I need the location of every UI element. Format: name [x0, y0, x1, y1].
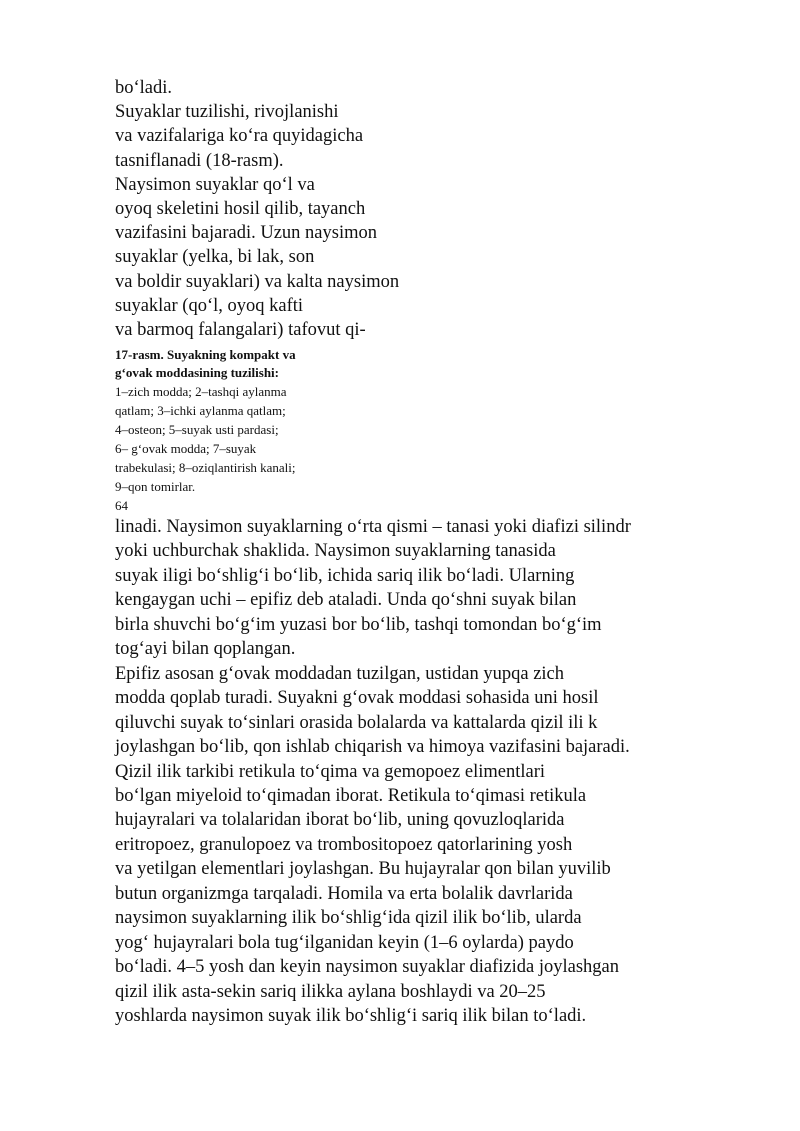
- text-line: tog‘ayi bilan qoplangan.: [115, 639, 296, 660]
- text-line: eritropoez, granulopoez va trombositopoez qatorlarining yosh: [115, 834, 573, 855]
- text-line: va yetilgan elementlari joylashgan. Bu hujayralar qon bilan yuvilib: [115, 859, 611, 880]
- caption-title-line: g‘ovak moddasining tuzilishi:: [115, 365, 279, 380]
- text-line: vazifasini bajaradi. Uzun naysimon: [115, 223, 377, 244]
- top-text-column: [115, 76, 535, 342]
- text-line: naysimon suyaklarning ilik bo‘shlig‘ida qizil ilik bo‘lib, ularda: [115, 908, 582, 929]
- text-line: joylashgan bo‘lib, qon ishlab chiqarish va himoya vazifasini bajaradi.: [115, 737, 630, 758]
- text-line: birla shuvchi bo‘g‘im yuzasi bor bo‘lib, tashqi tomondan bo‘g‘im: [115, 614, 602, 635]
- text-line: yoshlarda naysimon suyak ilik bo‘shlig‘i sariq ilik bilan to‘ladi.: [115, 1006, 587, 1027]
- text-line: suyaklar (qo‘l, oyoq kafti: [115, 295, 304, 316]
- text-line: modda qoplab turadi. Suyakni g‘ovak moddasi sohasida uni hosil: [115, 688, 599, 709]
- caption-line: 4–osteon; 5–suyak usti pardasi;: [115, 422, 279, 437]
- text-line: suyaklar (yelka, bi lak, son: [115, 247, 315, 268]
- figure-caption: [115, 346, 415, 496]
- text-line: qizil ilik asta-sekin sariq ilikka aylana boshlaydi va 20–25: [115, 981, 546, 1002]
- text-line: Epifiz asosan g‘ovak moddadan tuzilgan, ustidan yupqa zich: [115, 663, 565, 684]
- text-line: oyoq skeletini hosil qilib, tayanch: [115, 199, 366, 220]
- caption-line: 1–zich modda; 2–tashqi aylanma: [115, 384, 287, 399]
- text-line: va barmoq falangalari) tafovut qi-: [115, 320, 366, 341]
- text-line: Qizil ilik tarkibi retikula to‘qima va gemopoez elimentlari: [115, 761, 545, 782]
- text-line: qiluvchi suyak to‘sinlari orasida bolalarda va kattalarda qizil ili k: [115, 712, 598, 733]
- text-line: va boldir suyaklari) va kalta naysimon: [115, 271, 400, 292]
- text-line: Naysimon suyaklar qo‘l va: [115, 174, 315, 195]
- text-line: yog‘ hujayralari bola tug‘ilganidan keyin (1–6 oylarda) paydo: [115, 932, 574, 953]
- text-line: bo‘lgan miyeloid to‘qimadan iborat. Retikula to‘qimasi retikula: [115, 785, 587, 806]
- caption-line: trabekulasi; 8–oziqlantirish kanali;: [115, 460, 296, 475]
- text-line: butun organizmga tarqaladi. Homila va erta bolalik davrlarida: [115, 883, 573, 904]
- caption-line: 6– g‘ovak modda; 7–suyak: [115, 441, 257, 456]
- page-number: 64: [115, 498, 128, 513]
- caption-title-line: 17-rasm. Suyakning kompakt va: [115, 347, 296, 362]
- bottom-text-column: [115, 515, 735, 1029]
- caption-line: 9–qon tomirlar.: [115, 479, 196, 494]
- text-line: linadi. Naysimon suyaklarning o‘rta qismi – tanasi yoki diafizi silindr: [115, 517, 631, 537]
- text-line: tasniflanadi (18-rasm).: [115, 150, 284, 171]
- text-line: hujayralari va tolalaridan iborat bo‘lib, uning qovuzloqlarida: [115, 810, 565, 831]
- text-line: va vazifalariga ko‘ra quyidagicha: [115, 126, 364, 147]
- caption-line: qatlam; 3–ichki aylanma qatlam;: [115, 403, 286, 418]
- text-line: bo‘ladi. 4–5 yosh dan keyin naysimon suyaklar diafizida joylashgan: [115, 957, 620, 978]
- text-line: Suyaklar tuzilishi, rivojlanishi: [115, 102, 339, 123]
- text-line: bo‘ladi.: [115, 78, 173, 98]
- text-line: yoki uchburchak shaklida. Naysimon suyaklarning tanasida: [115, 541, 556, 562]
- text-line: suyak iligi bo‘shlig‘i bo‘lib, ichida sariq ilik bo‘ladi. Ularning: [115, 565, 575, 586]
- text-line: kengaygan uchi – epifiz deb ataladi. Unda qo‘shni suyak bilan: [115, 590, 577, 611]
